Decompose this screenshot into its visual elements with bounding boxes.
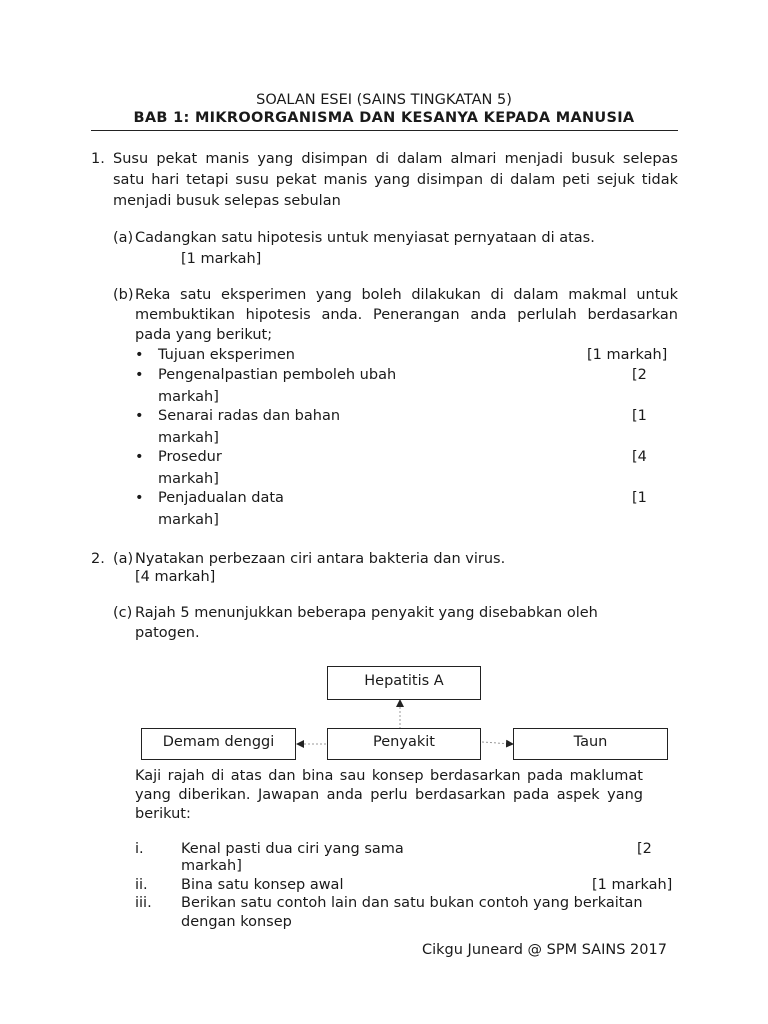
item-text: Berikan satu contoh lain dan satu bukan contoh yang berkaitan <box>181 895 643 911</box>
page-title: SOALAN ESEI (SAINS TINGKATAN 5) <box>256 92 512 108</box>
bullet-text: Senarai radas dan bahan <box>158 408 341 424</box>
q1b-text-line-3: pada yang berikut; <box>135 327 273 343</box>
q1b-text-line-1: Reka satu eksperimen yang boleh dilakukan di dalam makmal untuk <box>135 287 678 303</box>
page-subtitle: BAB 1: MIKROORGANISMA DAN KESANYA KEPADA MANUSIA <box>133 110 635 126</box>
bullet-marks: [4 <box>632 449 647 465</box>
bullet-marks-wrap: markah] <box>158 471 219 487</box>
diagram-node-left: Demam denggi <box>141 728 296 760</box>
q1-text-line-1: Susu pekat manis yang disimpan di dalam almari menjadi busuk selepas <box>113 151 678 167</box>
bullet-marks: [2 <box>632 367 647 383</box>
item-number: ii. <box>135 877 148 893</box>
bullet: • <box>135 449 144 465</box>
q1b-text-line-2: membuktikan hipotesis anda. Penerangan anda perlulah berdasarkan <box>135 307 678 323</box>
item-number: iii. <box>135 895 152 911</box>
bullet: • <box>135 367 144 383</box>
q1a-marks: [1 markah] <box>181 251 262 267</box>
q2a-text: Nyatakan perbezaan ciri antara bakteria dan virus. <box>135 551 506 567</box>
bullet-marks: [1 markah] <box>587 347 668 363</box>
q2-number: 2. <box>91 551 105 567</box>
item-marks: [2 <box>637 841 652 857</box>
q1-number: 1. <box>91 151 105 167</box>
q1-text-line-2: satu hari tetapi susu pekat manis yang disimpan di dalam peti sejuk tidak <box>113 172 678 188</box>
bullet-marks-wrap: markah] <box>158 512 219 528</box>
item-text: Kenal pasti dua ciri yang sama <box>181 841 404 857</box>
q2a-marks: [4 markah] <box>135 569 216 585</box>
bullet: • <box>135 347 144 363</box>
instruction-line-3: berikut: <box>135 806 191 822</box>
footer-credit: Cikgu Juneard @ SPM SAINS 2017 <box>422 942 667 958</box>
bullet: • <box>135 490 144 506</box>
instruction-line-1: Kaji rajah di atas dan bina sau konsep berdasarkan pada maklumat <box>135 768 643 784</box>
bullet-text: Pengenalpastian pemboleh ubah <box>158 367 397 383</box>
q1a-text: Cadangkan satu hipotesis untuk menyiasat pernyataan di atas. <box>135 230 595 246</box>
q1b-label: (b) <box>113 287 134 303</box>
bullet-text: Penjadualan data <box>158 490 284 506</box>
bullet-marks-wrap: markah] <box>158 430 219 446</box>
diagram-node-center: Penyakit <box>327 728 481 760</box>
arrow-to-taun <box>482 742 512 744</box>
bullet-text: Prosedur <box>158 449 222 465</box>
item-marks: [1 markah] <box>592 877 673 893</box>
bullet-text: Tujuan eksperimen <box>158 347 295 363</box>
q1a-label: (a) <box>113 230 134 246</box>
item-text: Bina satu konsep awal <box>181 877 344 893</box>
title-underline <box>91 130 678 131</box>
q2a-label: (a) <box>113 551 134 567</box>
item-marks-wrap: markah] <box>181 858 242 874</box>
bullet-marks: [1 <box>632 408 647 424</box>
bullet-marks-wrap: markah] <box>158 389 219 405</box>
bullet: • <box>135 408 144 424</box>
bullet-marks: [1 <box>632 490 647 506</box>
item-text-wrap: dengan konsep <box>181 914 292 930</box>
diagram-node-right: Taun <box>513 728 668 760</box>
q1-text-line-3: menjadi busuk selepas sebulan <box>113 193 341 209</box>
diagram-node-top: Hepatitis A <box>327 666 481 700</box>
q2c-text-line-2: patogen. <box>135 625 200 641</box>
item-number: i. <box>135 841 144 857</box>
q2c-text-line-1: Rajah 5 menunjukkan beberapa penyakit yang disebabkan oleh <box>135 605 598 621</box>
instruction-line-2: yang diberikan. Jawapan anda perlu berdasarkan pada aspek yang <box>135 787 643 803</box>
q2c-label: (c) <box>113 605 133 621</box>
